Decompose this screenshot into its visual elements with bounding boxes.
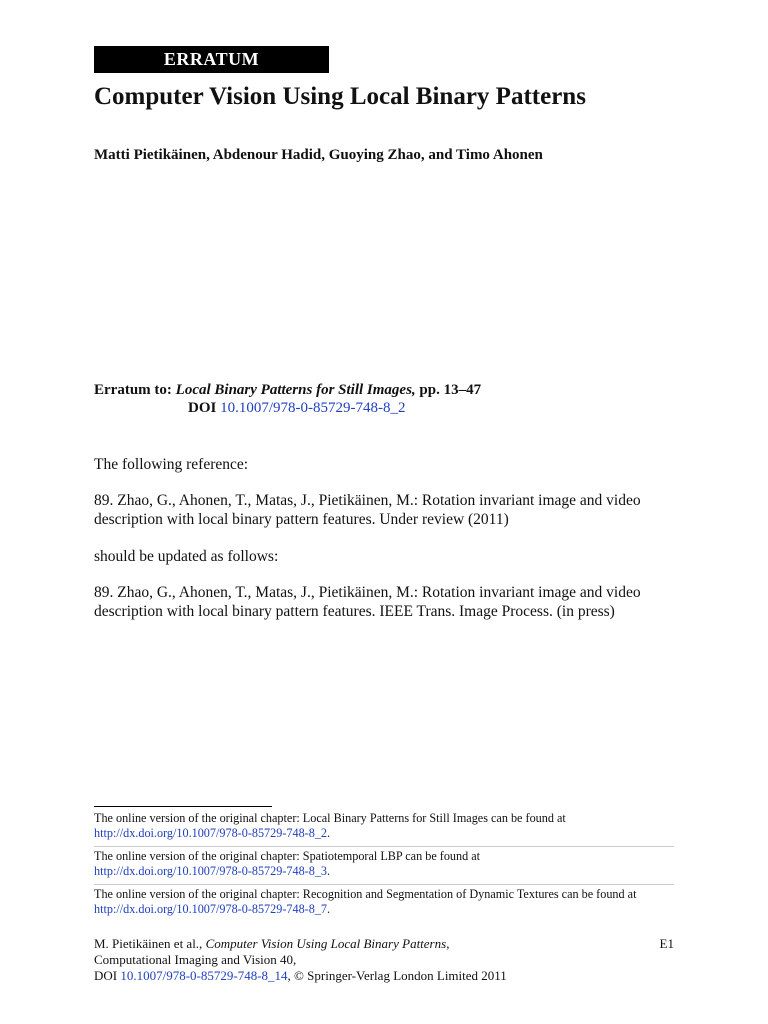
erratum-to-label: Erratum to: xyxy=(94,382,172,398)
footnote-separator xyxy=(94,846,674,847)
footnote-link[interactable]: http://dx.doi.org/10.1007/978-0-85729-748-8_7 xyxy=(94,902,328,916)
footnote-3 xyxy=(94,887,684,917)
footer-doi-link[interactable]: 10.1007/978-0-85729-748-8_14 xyxy=(120,968,288,983)
reference-new: 89. Zhao, G., Ahonen, T., Matas, J., Pietikäinen, M.: Rotation invariant image and video description with local binary pattern features. IEEE Trans. Image Process. (in press) xyxy=(94,584,641,620)
footer-authors: M. Pietikäinen et al., xyxy=(94,936,203,951)
authors-line: Matti Pietikäinen, Abdenour Hadid, Guoying Zhao, and Timo Ahonen xyxy=(94,147,543,163)
footer-comma: , xyxy=(446,936,450,951)
erratum-banner xyxy=(94,46,329,73)
page-number: E1 xyxy=(659,936,674,951)
document-title: Computer Vision Using Local Binary Patterns xyxy=(94,83,586,110)
footnote-suffix: . xyxy=(327,864,331,878)
paragraph-update: should be updated as follows: xyxy=(94,548,279,565)
paragraph-intro: The following reference: xyxy=(94,456,249,473)
erratum-doi-link[interactable]: 10.1007/978-0-85729-748-8_2 xyxy=(220,400,406,416)
footnote-link[interactable]: http://dx.doi.org/10.1007/978-0-85729-748-8_2 xyxy=(94,826,328,840)
footer-line-3 xyxy=(94,968,674,984)
erratum-banner-label: ERRATUM xyxy=(163,49,260,69)
erratum-chapter-title: Local Binary Patterns for Still Images, xyxy=(175,382,416,398)
footer-series: Computational Imaging and Vision 40, xyxy=(94,952,297,967)
footer-line-1 xyxy=(94,936,674,952)
erratum-to-line xyxy=(94,382,481,399)
footer-copyright: , © Springer-Verlag London Limited 2011 xyxy=(287,968,507,983)
footnote-separator xyxy=(94,884,674,885)
footer-doi-label: DOI xyxy=(94,968,118,983)
footer-book-title: Computer Vision Using Local Binary Patterns xyxy=(205,936,447,951)
erratum-doi-label: DOI xyxy=(188,400,217,416)
footnote-divider xyxy=(94,806,272,807)
footnote-2 xyxy=(94,849,684,879)
footnote-text: The online version of the original chapter: Spatiotemporal LBP can be found at xyxy=(94,849,481,863)
footnote-text: The online version of the original chapter: Recognition and Segmentation of Dynamic Textures can be found at xyxy=(94,887,637,901)
erratum-doi-line xyxy=(188,400,406,417)
footnote-suffix: . xyxy=(327,826,331,840)
footnote-suffix: . xyxy=(327,902,331,916)
page-footer xyxy=(94,936,674,984)
erratum-pages: pp. 13–47 xyxy=(419,382,482,398)
reference-old: 89. Zhao, G., Ahonen, T., Matas, J., Pietikäinen, M.: Rotation invariant image and video description with local binary pattern features. Under review (2011) xyxy=(94,492,641,528)
footnote-1 xyxy=(94,811,684,841)
footnote-text: The online version of the original chapter: Local Binary Patterns for Still Images can be found at xyxy=(94,811,566,825)
footnote-link[interactable]: http://dx.doi.org/10.1007/978-0-85729-748-8_3 xyxy=(94,864,328,878)
